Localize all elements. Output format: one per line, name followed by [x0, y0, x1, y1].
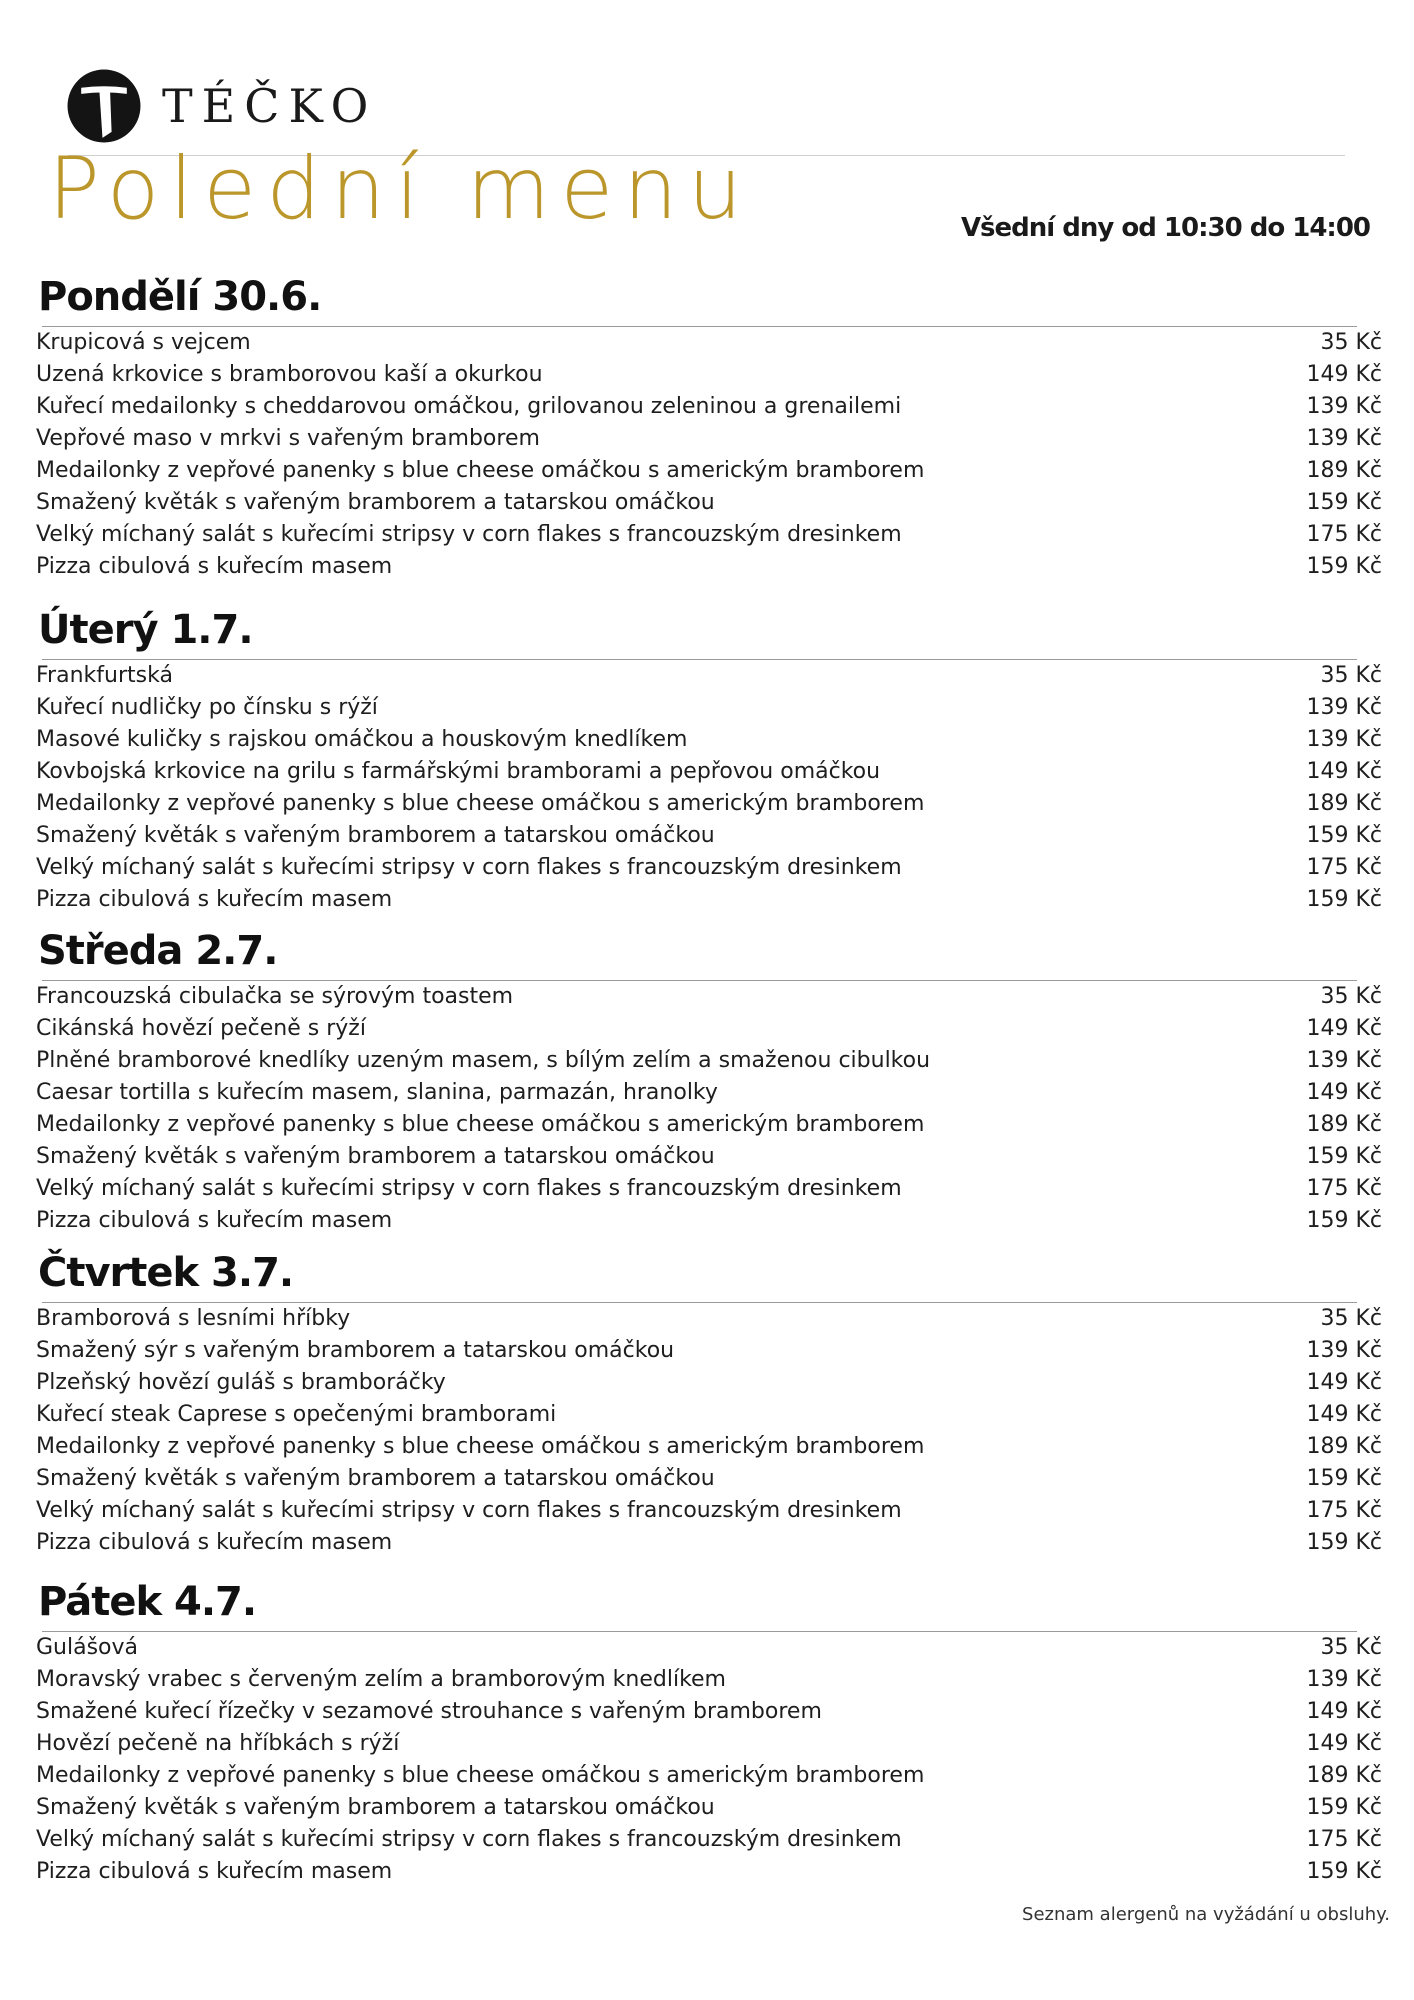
menu-item-price: 159 Kč [1306, 823, 1382, 848]
menu-item [34, 1045, 1384, 1077]
menu-item-name: Kuřecí steak Caprese s opečenými bramborami [36, 1402, 557, 1427]
menu-item-price: 139 Kč [1306, 426, 1382, 451]
menu-item-name: Pizza cibulová s kuřecím masem [36, 1208, 393, 1233]
menu-item [34, 1792, 1384, 1824]
menu-item-name: Smažený květák s vařeným bramborem a tatarskou omáčkou [36, 490, 715, 515]
menu-item [34, 1431, 1384, 1463]
day-section [34, 922, 1384, 1237]
menu-item-name: Smažený květák s vařeným bramborem a tatarskou omáčkou [36, 823, 715, 848]
page-title: Polední menu [48, 139, 753, 239]
menu-item-price: 159 Kč [1306, 1466, 1382, 1491]
menu-item-name: Cikánská hovězí pečeně s rýží [36, 1016, 366, 1041]
menu-item-name: Smažený květák s vařeným bramborem a tatarskou omáčkou [36, 1144, 715, 1169]
day-title: Pondělí 30.6. [38, 274, 322, 320]
menu-item [34, 1109, 1384, 1141]
menu-item-price: 149 Kč [1306, 1016, 1382, 1041]
menu-item-price: 149 Kč [1306, 1699, 1382, 1724]
menu-item-name: Plněné bramborové knedlíky uzeným masem, s bílým zelím a smaženou cibulkou [36, 1048, 931, 1073]
menu-item-name: Velký míchaný salát s kuřecími stripsy v corn flakes s francouzským dresinkem [36, 855, 902, 880]
menu-item [34, 1173, 1384, 1205]
menu-item-name: Gulášová [36, 1635, 139, 1660]
menu-item-price: 159 Kč [1306, 490, 1382, 515]
menu-item-name: Smažené kuřecí řízečky v sezamové strouhance s vařeným bramborem [36, 1699, 822, 1724]
menu-item [34, 1077, 1384, 1109]
menu-item-name: Medailonky z vepřové panenky s blue cheese omáčkou s americkým bramborem [36, 458, 925, 483]
menu-item [34, 1664, 1384, 1696]
menu-item-price: 159 Kč [1306, 887, 1382, 912]
menu-item-name: Pizza cibulová s kuřecím masem [36, 554, 393, 579]
menu-item-price: 149 Kč [1306, 1402, 1382, 1427]
menu-item-price: 175 Kč [1306, 1827, 1382, 1852]
menu-item [34, 455, 1384, 487]
menu-list [34, 1303, 1384, 1559]
menu-item [34, 1632, 1384, 1664]
menu-item-price: 159 Kč [1306, 1208, 1382, 1233]
menu-item-name: Frankfurtská [36, 663, 173, 688]
day-section [34, 601, 1384, 916]
day-title: Úterý 1.7. [38, 607, 253, 653]
menu-item [34, 1141, 1384, 1173]
menu-item-name: Vepřové maso v mrkvi s vařeným bramborem [36, 426, 540, 451]
menu-item [34, 1303, 1384, 1335]
menu-item-price: 189 Kč [1306, 1763, 1382, 1788]
menu-item-name: Kovbojská krkovice na grilu s farmářskými bramborami a pepřovou omáčkou [36, 759, 881, 784]
menu-item-name: Uzená krkovice s bramborovou kaší a okurkou [36, 362, 543, 387]
day-section [34, 268, 1384, 583]
menu-item-price: 35 Kč [1320, 984, 1382, 1009]
menu-item-price: 189 Kč [1306, 791, 1382, 816]
menu-item-name: Smažený květák s vařeným bramborem a tatarskou omáčkou [36, 1795, 715, 1820]
allergen-note: Seznam alergenů na vyžádání u obsluhy. [1022, 1904, 1390, 1925]
menu-item-name: Velký míchaný salát s kuřecími stripsy v corn flakes s francouzským dresinkem [36, 1827, 902, 1852]
menu-item-name: Bramborová s lesními hříbky [36, 1306, 351, 1331]
menu-item [34, 1527, 1384, 1559]
day-title: Středa 2.7. [38, 928, 278, 974]
menu-item-price: 139 Kč [1306, 1048, 1382, 1073]
menu-item-price: 149 Kč [1306, 1370, 1382, 1395]
menu-list [34, 327, 1384, 583]
menu-item-price: 149 Kč [1306, 1080, 1382, 1105]
menu-item [34, 1367, 1384, 1399]
menu-item-name: Pizza cibulová s kuřecím masem [36, 1530, 393, 1555]
menu-item [34, 1760, 1384, 1792]
menu-item [34, 884, 1384, 916]
menu-item [34, 359, 1384, 391]
menu-item-price: 189 Kč [1306, 1112, 1382, 1137]
menu-item-price: 175 Kč [1306, 855, 1382, 880]
menu-item [34, 1463, 1384, 1495]
menu-item-price: 159 Kč [1306, 1144, 1382, 1169]
menu-item-name: Smažený květák s vařeným bramborem a tatarskou omáčkou [36, 1466, 715, 1491]
menu-item [34, 1013, 1384, 1045]
menu-item-name: Medailonky z vepřové panenky s blue cheese omáčkou s americkým bramborem [36, 1763, 925, 1788]
menu-item [34, 724, 1384, 756]
menu-item-price: 189 Kč [1306, 458, 1382, 483]
opening-hours: Všední dny od 10:30 do 14:00 [960, 213, 1370, 243]
menu-item-price: 149 Kč [1306, 759, 1382, 784]
menu-list [34, 1632, 1384, 1888]
menu-item [34, 692, 1384, 724]
brand-logo [66, 66, 377, 146]
menu-item [34, 1495, 1384, 1527]
menu-item-price: 149 Kč [1306, 1731, 1382, 1756]
menu-item-price: 139 Kč [1306, 695, 1382, 720]
menu-item [34, 551, 1384, 583]
menu-item [34, 1335, 1384, 1367]
menu-item-name: Caesar tortilla s kuřecím masem, slanina, parmazán, hranolky [36, 1080, 718, 1105]
menu-item [34, 1856, 1384, 1888]
menu-item-name: Masové kuličky s rajskou omáčkou a houskovým knedlíkem [36, 727, 688, 752]
menu-item-name: Medailonky z vepřové panenky s blue cheese omáčkou s americkým bramborem [36, 1112, 925, 1137]
menu-item-price: 189 Kč [1306, 1434, 1382, 1459]
day-title: Čtvrtek 3.7. [38, 1250, 294, 1296]
menu-item [34, 1205, 1384, 1237]
menu-item-price: 149 Kč [1306, 362, 1382, 387]
menu-item-name: Pizza cibulová s kuřecím masem [36, 1859, 393, 1884]
menu-list [34, 660, 1384, 916]
menu-item [34, 519, 1384, 551]
menu-item [34, 852, 1384, 884]
menu-item [34, 391, 1384, 423]
menu-item [34, 756, 1384, 788]
menu-item [34, 788, 1384, 820]
menu-item-price: 175 Kč [1306, 1498, 1382, 1523]
menu-item-price: 175 Kč [1306, 1176, 1382, 1201]
menu-item [34, 1696, 1384, 1728]
menu-item-price: 35 Kč [1320, 1635, 1382, 1660]
menu-item-price: 159 Kč [1306, 1530, 1382, 1555]
menu-item-price: 159 Kč [1306, 1795, 1382, 1820]
menu-item-name: Velký míchaný salát s kuřecími stripsy v corn flakes s francouzským dresinkem [36, 1176, 902, 1201]
menu-item-price: 35 Kč [1320, 663, 1382, 688]
menu-item-name: Francouzská cibulačka se sýrovým toastem [36, 984, 514, 1009]
menu-item-price: 159 Kč [1306, 554, 1382, 579]
menu-list [34, 981, 1384, 1237]
menu-item-name: Moravský vrabec s červeným zelím a bramborovým knedlíkem [36, 1667, 726, 1692]
menu-item [34, 660, 1384, 692]
menu-item-name: Kuřecí nudličky po čínsku s rýží [36, 695, 378, 720]
menu-item [34, 327, 1384, 359]
menu-item-name: Medailonky z vepřové panenky s blue cheese omáčkou s americkým bramborem [36, 791, 925, 816]
menu-item-price: 139 Kč [1306, 727, 1382, 752]
menu-item-price: 175 Kč [1306, 522, 1382, 547]
menu-item-name: Medailonky z vepřové panenky s blue cheese omáčkou s americkým bramborem [36, 1434, 925, 1459]
menu-item [34, 1728, 1384, 1760]
menu-item [34, 981, 1384, 1013]
day-section [34, 1244, 1384, 1559]
menu-item [34, 1399, 1384, 1431]
menu-item-name: Plzeňský hovězí guláš s bramboráčky [36, 1370, 446, 1395]
day-section [34, 1573, 1384, 1888]
menu-item-name: Kuřecí medailonky s cheddarovou omáčkou, grilovanou zeleninou a grenailemi [36, 394, 902, 419]
menu-item-price: 139 Kč [1306, 394, 1382, 419]
day-title: Pátek 4.7. [38, 1579, 257, 1625]
menu-item-price: 159 Kč [1306, 1859, 1382, 1884]
menu-item-name: Krupicová s vejcem [36, 330, 251, 355]
menu-item [34, 820, 1384, 852]
menu-item [34, 423, 1384, 455]
menu-item-name: Smažený sýr s vařeným bramborem a tatarskou omáčkou [36, 1338, 675, 1363]
menu-item-price: 35 Kč [1320, 330, 1382, 355]
menu-item [34, 487, 1384, 519]
menu-item-price: 139 Kč [1306, 1667, 1382, 1692]
menu-item-name: Velký míchaný salát s kuřecími stripsy v corn flakes s francouzským dresinkem [36, 522, 902, 547]
menu-item-name: Velký míchaný salát s kuřecími stripsy v corn flakes s francouzským dresinkem [36, 1498, 902, 1523]
menu-item-price: 35 Kč [1320, 1306, 1382, 1331]
logo-mark-icon [66, 68, 142, 144]
menu-item-name: Pizza cibulová s kuřecím masem [36, 887, 393, 912]
brand-name: TÉČKO [162, 79, 378, 133]
menu-item-name: Hovězí pečeně na hříbkách s rýží [36, 1731, 400, 1756]
menu-item [34, 1824, 1384, 1856]
menu-item-price: 139 Kč [1306, 1338, 1382, 1363]
